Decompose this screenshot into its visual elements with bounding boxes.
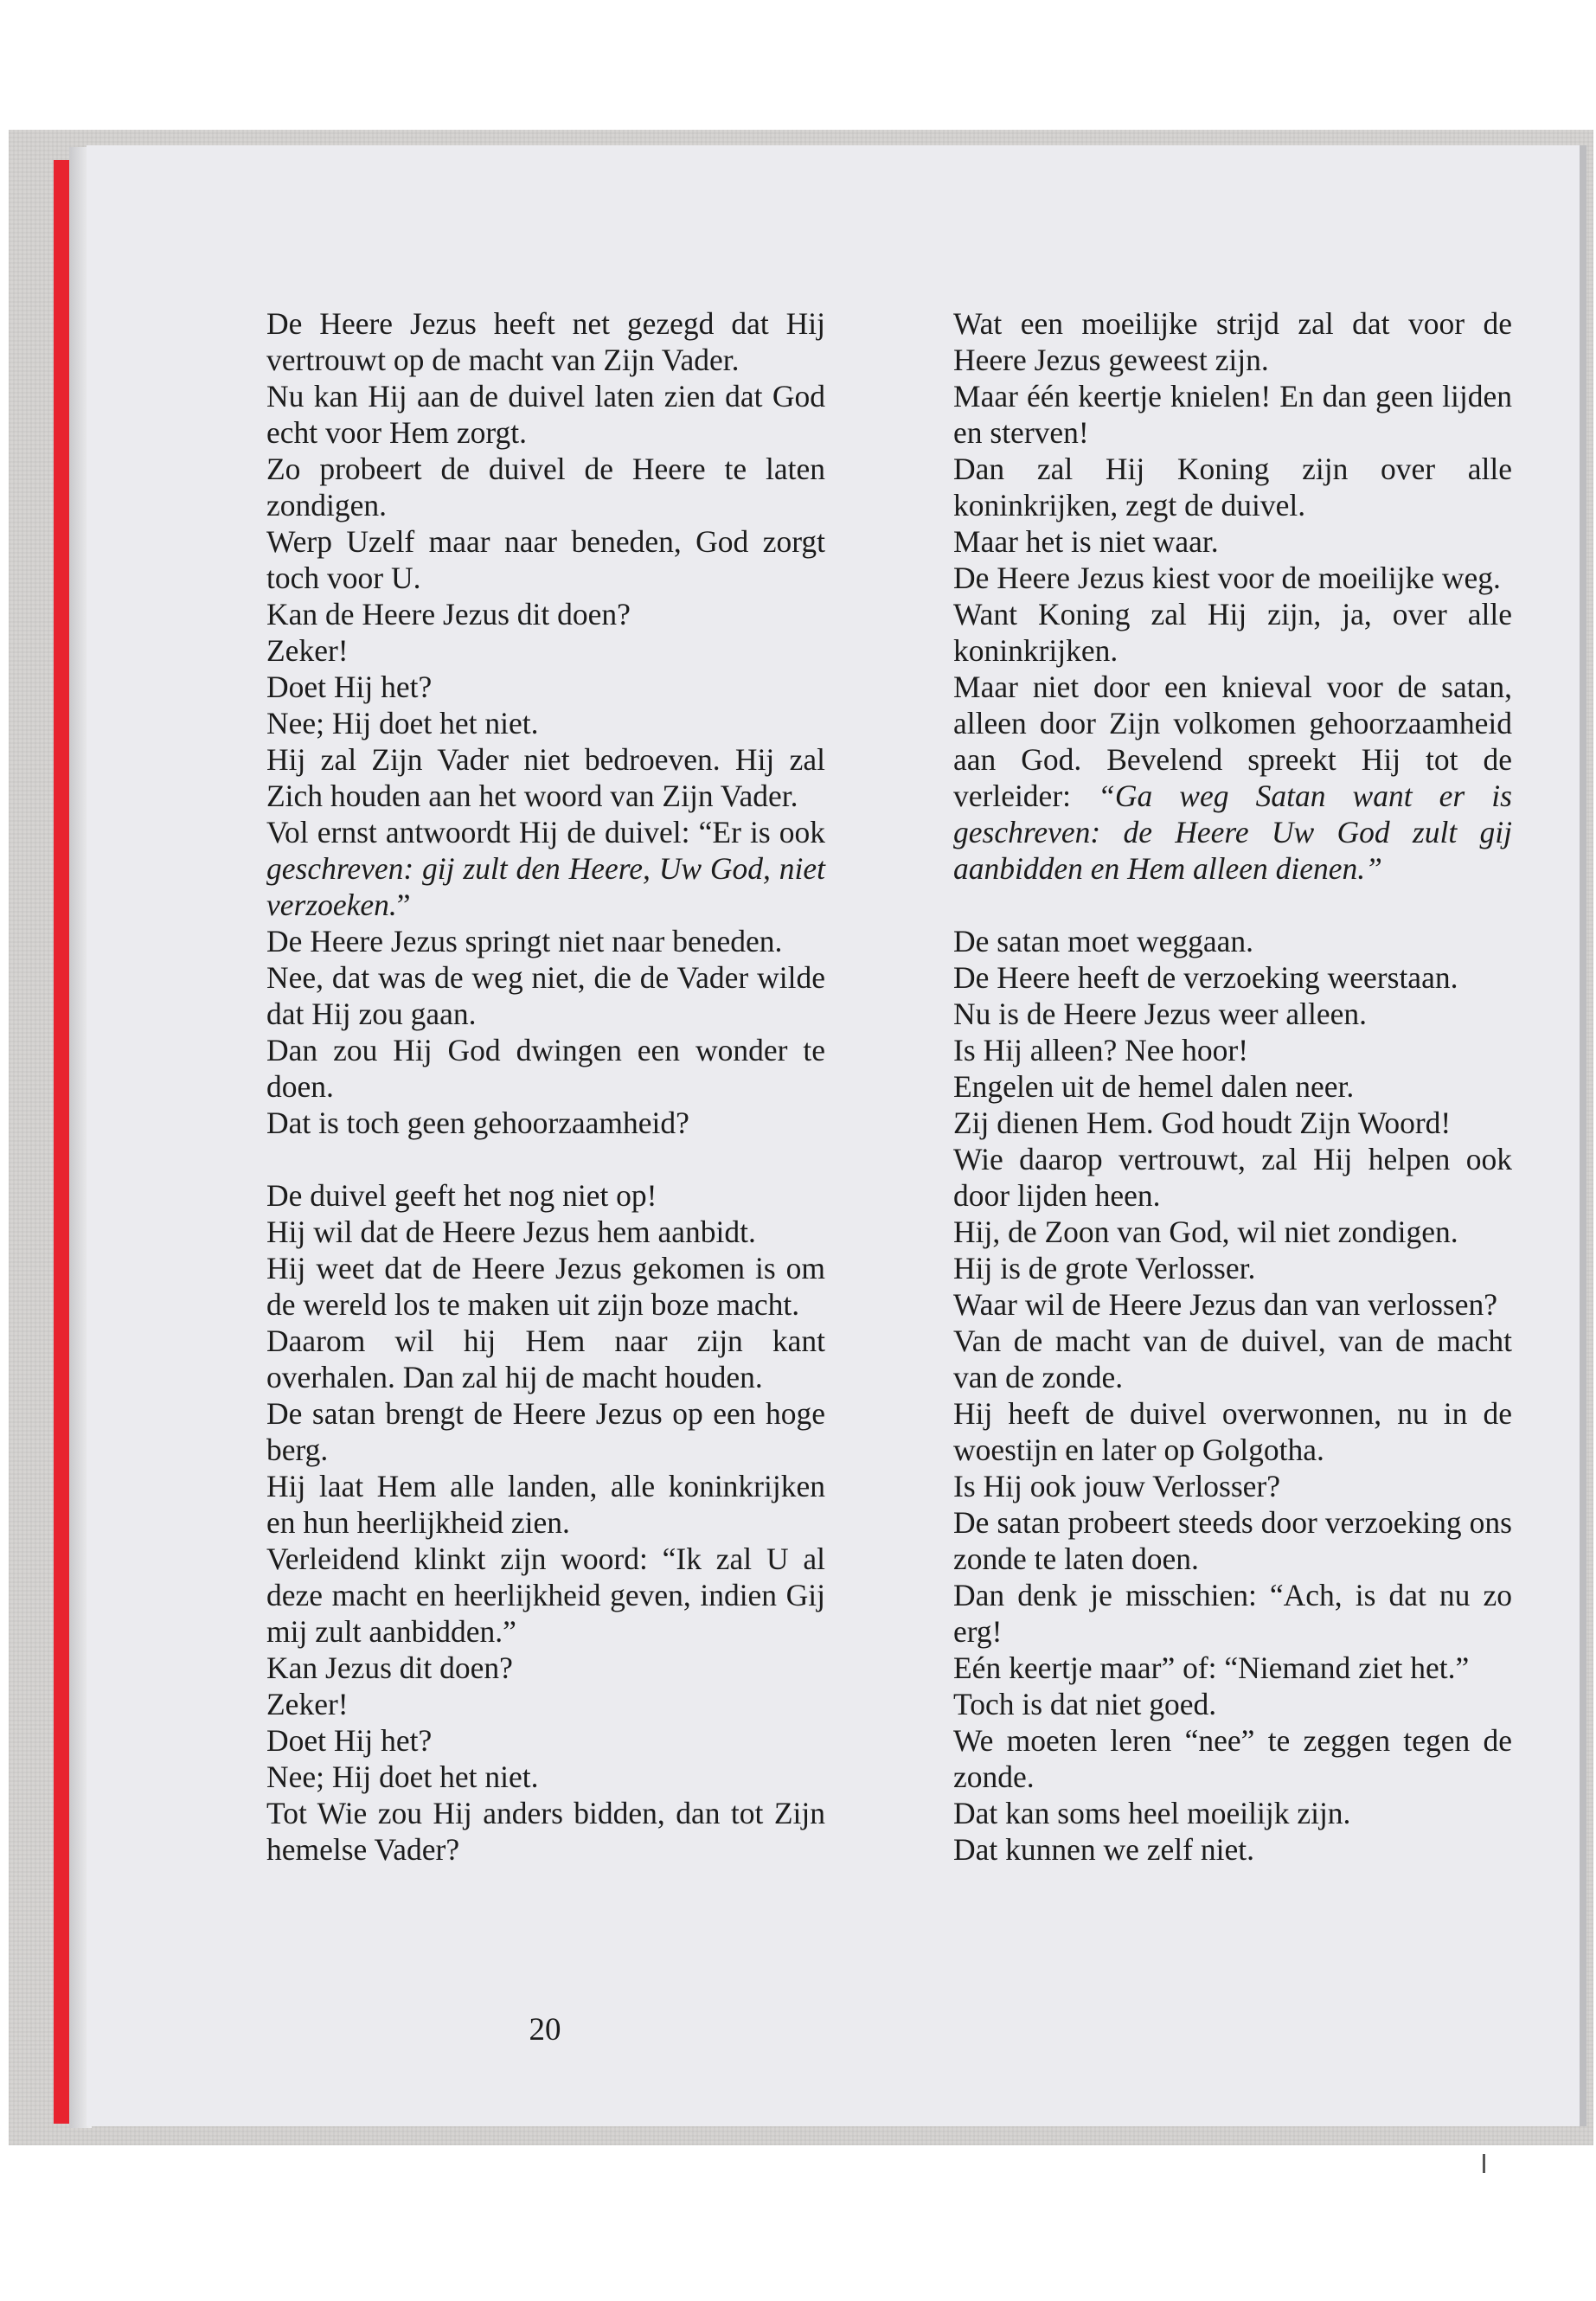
paragraph-text: Dat is toch geen gehoorzaamheid? [266,1106,689,1140]
paragraph [953,1395,1512,1468]
paragraph-text: Nee; Hij doet het niet. [266,1759,539,1794]
paragraph-text: Toch is dat niet goed. [953,1687,1217,1721]
paragraph [266,1323,825,1395]
page-right-edge [1580,145,1586,2126]
paragraph-text: De satan brengt de Heere Jezus op een hoge berg. [266,1396,825,1467]
paragraph [953,1032,1512,1068]
paragraph [266,705,825,741]
paragraph-text: Dan zal Hij Koning zijn over alle koninkrijken, zegt de duivel. [953,452,1512,522]
paragraph-text: Waar wil de Heere Jezus dan van verlossen? [953,1287,1497,1322]
paragraph [953,451,1512,523]
paragraph [266,305,825,378]
scripture-quote: geschreven: gij zult den Heere, Uw God, niet verzoeken. [266,851,825,922]
paragraph [266,1650,825,1686]
paragraph-text: De satan probeert steeds door verzoeking ons zonde te laten doen. [953,1505,1512,1576]
paragraph-text: Nu kan Hij aan de duivel laten zien dat God echt voor Hem zorgt. [266,379,825,450]
paragraph-text: De Heere Jezus heeft net gezegd dat Hij vertrouwt op de macht van Zijn Vader. [266,306,825,377]
paragraph [953,523,1512,560]
paragraph-text: Zo probeert de duivel de Heere te laten zondigen. [266,452,825,522]
paragraph-text: De duivel geeft het nog niet op! [266,1178,657,1213]
paragraph-text: Wie daarop vertrouwt, zal Hij helpen ook door lijden heen. [953,1142,1512,1213]
paragraph [266,1032,825,1105]
paragraph [266,1214,825,1250]
paragraph [953,959,1512,996]
paragraph-text: Nu is de Heere Jezus weer alleen. [953,997,1368,1031]
paragraph [266,1795,825,1868]
paragraph-text: De Heere Jezus springt niet naar beneden. [266,924,783,958]
paragraph [266,814,825,923]
paragraph-text: Doet Hij het? [266,1723,433,1758]
paragraph-text: Dat kan soms heel moeilijk zijn. [953,1796,1351,1830]
paragraph-text: Maar één keertje knielen! En dan geen lijden en sterven! [953,379,1512,450]
paragraph-text: Want Koning zal Hij zijn, ja, over alle koninkrijken. [953,597,1512,668]
scan-mark [1483,2154,1485,2173]
paragraph [953,305,1512,378]
paragraph [266,1395,825,1468]
paragraph-text: Hij heeft de duivel overwonnen, nu in de woestijn en later op Golgotha. [953,1396,1512,1467]
paragraph-text: Verleidend klinkt zijn woord: “Ik zal U al deze macht en heerlijkheid geven, indien Gij mij zult aanbidden.” [266,1541,825,1649]
paragraph-text: Doet Hij het? [266,670,433,704]
paragraph [953,1831,1512,1868]
paragraph-text: De Heere Jezus kiest voor de moeilijke weg. [953,561,1501,595]
paragraph [266,1541,825,1650]
paragraph-text: Engelen uit de hemel dalen neer. [953,1069,1355,1104]
paragraph-text: Van de macht van de duivel, van de macht van de zonde. [953,1324,1512,1394]
red-page-edges [54,160,69,2124]
scripture-quote: “Ga weg Satan want er is geschreven: de Heere Uw God zult gij aanbidden en Hem alleen dienen.” [953,779,1512,886]
paragraph-text: Kan Jezus dit doen? [266,1650,513,1685]
paragraph-text: Zeker! [266,633,349,668]
paragraph-text: Nee, dat was de weg niet, die de Vader wilde dat Hij zou gaan. [266,960,825,1031]
paragraph [953,1686,1512,1722]
paragraph-text: Werp Uzelf maar naar beneden, God zorgt toch voor U. [266,524,825,595]
paragraph [953,1286,1512,1323]
paragraph [266,523,825,596]
paragraph [266,923,825,959]
paragraph [953,1577,1512,1650]
paragraph-text: Eén keertje maar” of: “Niemand ziet het.” [953,1650,1470,1685]
paragraph [266,632,825,669]
paragraph-text: Hij laat Hem alle landen, alle koninkrijken en hun heerlijkheid zien. [266,1469,825,1540]
paragraph-text: Daarom wil hij Hem naar zijn kant overhalen. Dan zal hij de macht houden. [266,1324,825,1394]
paragraph-text: Maar het is niet waar. [953,524,1219,559]
paragraph [953,1250,1512,1286]
paragraph [953,1795,1512,1831]
paragraph [266,1250,825,1323]
paragraph-text: We moeten leren “nee” te zeggen tegen de zonde. [953,1723,1512,1794]
paragraph-text: Vol ernst antwoordt Hij de duivel: “Er is ook [266,815,825,849]
paragraph [953,669,1512,887]
paragraph-text: Wat een moeilijke strijd zal dat voor de Heere Jezus geweest zijn. [953,306,1512,377]
paragraph-text: Is Hij ook jouw Verlosser? [953,1469,1280,1503]
paragraph-text: Maar niet door een knieval voor de satan, alleen door Zijn volkomen gehoorzaamheid aan God. Bevelend spreekt Hij tot de verleider: [953,670,1512,813]
paragraph [953,378,1512,451]
paragraph [266,959,825,1032]
paragraph [953,596,1512,669]
paragraph [266,596,825,632]
paragraph-text: Tot Wie zou Hij anders bidden, dan tot Zijn hemelse Vader? [266,1796,825,1867]
paragraph-text: Hij, de Zoon van God, wil niet zondigen. [953,1215,1458,1249]
paragraph-text: Hij weet dat de Heere Jezus gekomen is om de wereld los te maken uit zijn boze macht. [266,1251,825,1322]
paragraph [953,1214,1512,1250]
paragraph [953,1323,1512,1395]
paragraph-text: De Heere heeft de verzoeking weerstaan. [953,960,1458,995]
paragraph-text: Hij zal Zijn Vader niet bedroeven. Hij zal Zich houden aan het woord van Zijn Vader. [266,742,825,813]
paragraph [266,1177,825,1214]
paragraph [953,996,1512,1032]
paragraph-text: De satan moet weggaan. [953,924,1253,958]
paragraph-text: Hij wil dat de Heere Jezus hem aanbidt. [266,1215,756,1249]
paragraph [266,451,825,523]
paragraph [953,1722,1512,1795]
paragraph [266,378,825,451]
paragraph [953,560,1512,596]
paragraph [953,1105,1512,1141]
page-number: 20 [529,2012,561,2048]
paragraph-text: Dat kunnen we zelf niet. [953,1832,1254,1867]
paragraph [953,923,1512,959]
paragraph-text: Is Hij alleen? Nee hoor! [953,1033,1249,1067]
paragraph [953,1650,1512,1686]
paragraph [953,1468,1512,1504]
paragraph [266,741,825,814]
paragraph [953,1141,1512,1214]
paragraph [266,669,825,705]
paragraph [266,1468,825,1541]
paragraph [266,1686,825,1722]
quote-close: ” [396,888,411,922]
paragraph [953,1504,1512,1577]
paragraph-text: Zij dienen Hem. God houdt Zijn Woord! [953,1106,1452,1140]
paragraph [266,1759,825,1795]
paragraph-text: Hij is de grote Verlosser. [953,1251,1256,1285]
right-text-column [953,305,1512,1868]
paragraph-text: Dan denk je misschien: “Ach, is dat nu zo erg! [953,1578,1512,1649]
paragraph-text: Nee; Hij doet het niet. [266,706,539,740]
paragraph [266,1722,825,1759]
paragraph [266,1105,825,1141]
left-text-column [266,305,825,1868]
paragraph-text: Dan zou Hij God dwingen een wonder te doen. [266,1033,825,1104]
paragraph [953,1068,1512,1105]
paragraph-text: Kan de Heere Jezus dit doen? [266,597,631,631]
paragraph-text: Zeker! [266,1687,349,1721]
